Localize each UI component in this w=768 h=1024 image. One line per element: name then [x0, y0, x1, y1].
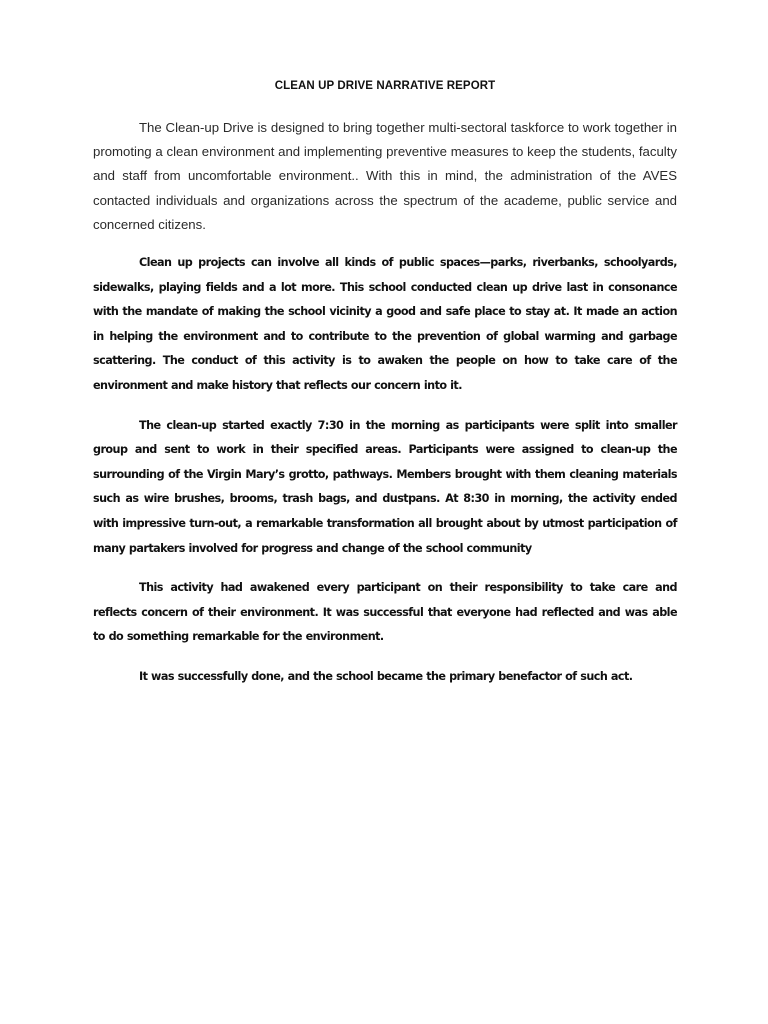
- paragraph-conclusion: It was successfully done, and the school became the primary benefactor of such act.: [139, 669, 633, 683]
- paragraph-clean-up-projects: Clean up projects can involve all kinds of public spaces—parks, riverbanks, schoolyards, sidewalks, playing fields and a lot more. This school conducted clean up drive last in consonance with the mandate of making the school vicinity a good and safe place to stay at. It made an action in helping the environment and to contribute to the prevention of global warming and garbage scattering. The conduct of this activity is to awaken the people on how to take care of the environment and make history that reflects our concern into it.: [93, 256, 677, 392]
- paragraph-introduction: The Clean-up Drive is designed to bring together multi-sectoral taskforce to work together in promoting a clean environment and implementing preventive measures to keep the students, faculty and staff from uncomfortable environment.. With this in mind, the administration of the AVES contacted individuals and organizations across the spectrum of the academe, public service and concerned citizens.: [93, 120, 677, 232]
- paragraph-reflection: This activity had awakened every participant on their responsibility to take care and reflects concern of their environment. It was successful that everyone had reflected and was able to do something remarkable for the environment.: [93, 581, 677, 644]
- paragraph-clean-up-activity: The clean-up started exactly 7:30 in the morning as participants were split into smaller group and sent to work in their specified areas. Participants were assigned to clean-up the surrounding of the Virgin Mary’s grotto, pathways. Members brought with them cleaning materials such as wire brushes, brooms, trash bags, and dustpans. At 8:30 in morning, the activity ended with impressive turn-out, a remarkable transformation all brought about by utmost participation of many partakers involved for progress and change of the school community: [93, 418, 677, 555]
- document-title: CLEAN UP DRIVE NARRATIVE REPORT: [274, 80, 496, 92]
